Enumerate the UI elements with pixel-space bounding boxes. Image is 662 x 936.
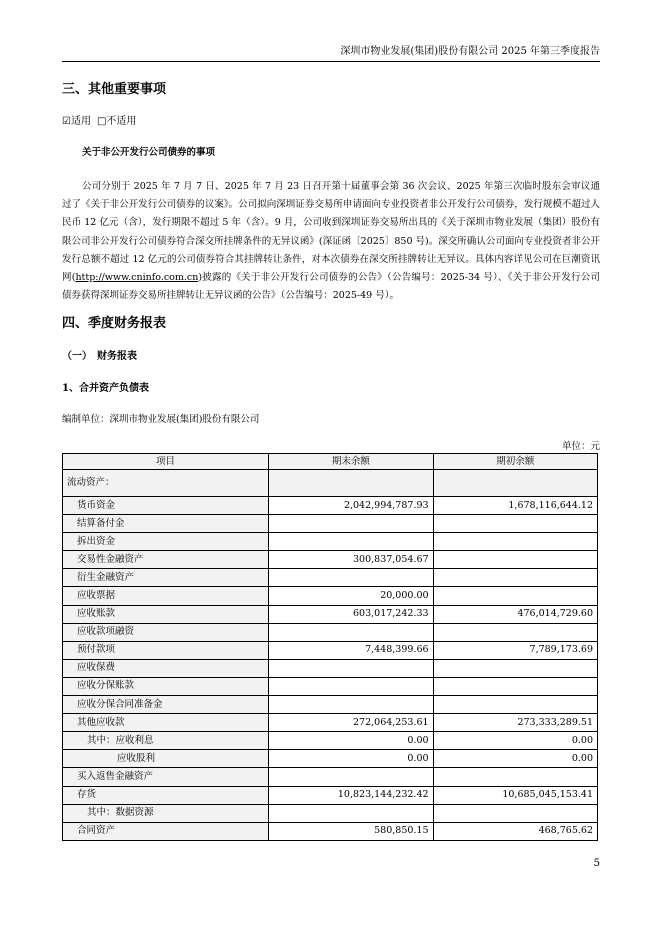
begin-balance-cell: 0.00	[433, 732, 597, 750]
begin-balance-cell	[433, 551, 597, 569]
table-row	[63, 677, 598, 695]
begin-balance-cell	[433, 569, 597, 587]
begin-balance-cell: 273,333,289.51	[433, 714, 597, 732]
begin-balance-cell: 476,014,729.60	[433, 605, 597, 623]
begin-balance-cell	[433, 696, 597, 714]
compiler-unit-line: 编制单位：深圳市物业发展(集团)股份有限公司	[62, 414, 260, 425]
paragraph-text-part2: )披露的《关于非公开发行公司债券的公告》（公告编号：2025-34 号）、《关于非公开发行公司债券获得深圳证券交易所挂牌转让无异议函的公告》（公告编号：2025-49 号）。	[62, 272, 600, 302]
section-label: 流动资产：	[63, 470, 269, 497]
row-label: 应收股利	[63, 750, 269, 768]
table-row	[63, 533, 598, 551]
table-row	[63, 750, 598, 768]
end-balance-cell: 0.00	[269, 750, 433, 768]
page-number: 5	[593, 858, 600, 869]
table-row	[63, 623, 598, 641]
end-balance-cell	[269, 623, 433, 641]
begin-balance-cell	[433, 515, 597, 533]
currency-unit: 单位：元	[561, 441, 600, 452]
end-balance-cell: 20,000.00	[269, 587, 433, 605]
begin-balance-cell: 468,765.62	[433, 822, 597, 840]
table-row	[63, 786, 598, 804]
table-row	[63, 605, 598, 623]
table-row	[63, 732, 598, 750]
applicability-options	[62, 116, 142, 128]
row-label: 货币资金	[63, 497, 269, 515]
row-label: 应收款项融资	[63, 623, 269, 641]
end-balance-cell	[269, 677, 433, 695]
balance-sheet-title: 1、合并资产负债表	[62, 383, 149, 394]
row-label: 应收账款	[63, 605, 269, 623]
end-balance-cell: 2,042,994,787.93	[269, 497, 433, 515]
table-row	[63, 587, 598, 605]
table-row	[63, 569, 598, 587]
header-end-balance: 期末余额	[269, 454, 433, 470]
not-applicable-checkbox: □不适用	[96, 116, 137, 127]
table-row	[63, 515, 598, 533]
begin-balance-cell	[433, 804, 597, 822]
row-label: 应收分保账款	[63, 677, 269, 695]
section-heading-other-matters: 三、其他重要事项	[62, 82, 167, 97]
applicable-checkbox: ☑适用	[62, 116, 91, 127]
row-label: 买入返售金融资产	[63, 768, 269, 786]
begin-balance-cell: 10,685,045,153.41	[433, 786, 597, 804]
end-balance-cell: 300,837,054.67	[269, 551, 433, 569]
row-label: 应收票据	[63, 587, 269, 605]
section-heading-financial-statements: 四、季度财务报表	[62, 316, 167, 331]
end-balance-cell	[269, 804, 433, 822]
header-item: 项目	[63, 454, 269, 470]
end-balance-cell	[269, 768, 433, 786]
begin-balance-cell	[433, 677, 597, 695]
cninfo-link[interactable]: http://www.cninfo.com.cn	[75, 272, 199, 284]
begin-balance-cell: 1,678,116,644.12	[433, 497, 597, 515]
header-begin-balance: 期初余额	[433, 454, 597, 470]
table-row	[63, 497, 598, 515]
end-balance-cell	[269, 659, 433, 677]
end-balance-cell: 0.00	[269, 732, 433, 750]
balance-sheet-table	[62, 453, 598, 841]
row-label: 应收保费	[63, 659, 269, 677]
table-row	[63, 641, 598, 659]
page-header: 深圳市物业发展(集团)股份有限公司 2025 年第三季度报告	[62, 46, 600, 62]
begin-balance-cell	[433, 659, 597, 677]
row-label: 结算备付金	[63, 515, 269, 533]
table-row	[63, 551, 598, 569]
paragraph-text-part1: 公司分别于 2025 年 7 月 7 日、2025 年 7 月 23 日召开第十届董事会第 36 次会议、2025 年第三次临时股东会审议通过了《关于非公开发行公司债券的议案》。公司拟向深圳证券交易所申请面向专业投资者非公开发行公司债券，发行规模不超过人民币 12 亿元（含），发行期限不超过 5 年（含）。9 月，公司收到深圳证券交易所出具的《关于深圳市物业发展（集团）股份有限公司非公开发行公司债券符合深交所挂牌条件的无异议函》(深证函〔2025〕850 号)。深交所确认公司面向专业投资者非公开发行总额不超过 12 亿元的公司债券符合其挂牌转让条件，对本次债券在深交所挂牌转让无异议。具体内容详见公司在巨潮资讯网(	[62, 181, 600, 284]
begin-balance-cell	[433, 533, 597, 551]
row-label: 其中：应收利息	[63, 732, 269, 750]
empty-cell	[269, 470, 433, 497]
end-balance-cell	[269, 569, 433, 587]
table-row	[63, 822, 598, 840]
begin-balance-cell: 0.00	[433, 750, 597, 768]
begin-balance-cell: 7,789,173.69	[433, 641, 597, 659]
section-row-current-assets	[63, 470, 598, 497]
row-label: 其中：数据资源	[63, 804, 269, 822]
end-balance-cell	[269, 515, 433, 533]
end-balance-cell	[269, 696, 433, 714]
table-row	[63, 714, 598, 732]
bond-matter-paragraph	[62, 178, 600, 305]
row-label: 交易性金融资产	[63, 551, 269, 569]
empty-cell	[433, 470, 597, 497]
table-row	[63, 768, 598, 786]
table-row	[63, 659, 598, 677]
end-balance-cell: 272,064,253.61	[269, 714, 433, 732]
row-label: 应收分保合同准备金	[63, 696, 269, 714]
end-balance-cell: 10,823,144,232.42	[269, 786, 433, 804]
row-label: 合同资产	[63, 822, 269, 840]
row-label: 存货	[63, 786, 269, 804]
row-label: 拆出资金	[63, 533, 269, 551]
table-row	[63, 696, 598, 714]
end-balance-cell: 580,850.15	[269, 822, 433, 840]
begin-balance-cell	[433, 768, 597, 786]
row-label: 衍生金融资产	[63, 569, 269, 587]
table-row	[63, 804, 598, 822]
begin-balance-cell	[433, 623, 597, 641]
table-header-row	[63, 454, 598, 470]
bond-matter-subheading: 关于非公开发行公司债券的事项	[82, 147, 216, 158]
end-balance-cell: 603,017,242.33	[269, 605, 433, 623]
end-balance-cell: 7,448,399.66	[269, 641, 433, 659]
row-label: 其他应收款	[63, 714, 269, 732]
end-balance-cell	[269, 533, 433, 551]
row-label: 预付款项	[63, 641, 269, 659]
subsection-heading-statements: （一） 财务报表	[62, 351, 137, 362]
begin-balance-cell	[433, 587, 597, 605]
